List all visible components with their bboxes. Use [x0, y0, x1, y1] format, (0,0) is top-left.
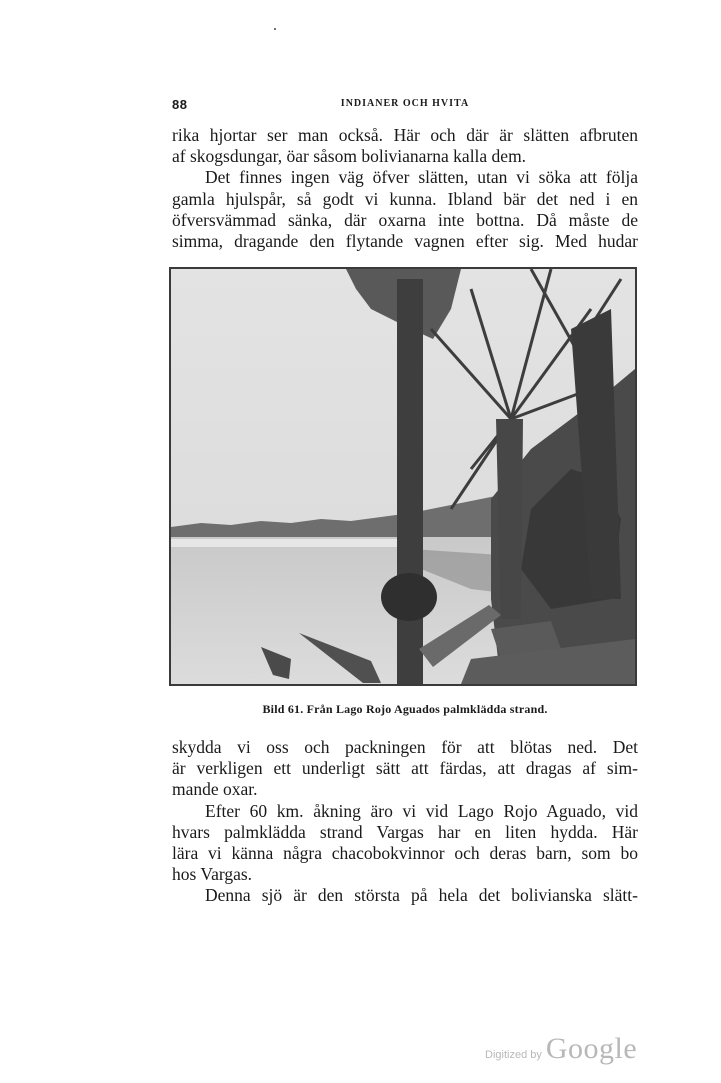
- text-line: af skogsdungar, öar såsom bolivianarna kalla dem.: [172, 146, 527, 167]
- page-number: 88: [172, 97, 188, 112]
- text-line: hos Vargas.: [172, 864, 253, 885]
- scan-speck: [274, 28, 276, 30]
- text-line: Efter 60 km. åkning äro vi vid Lago Rojo Aguado, vid: [205, 800, 638, 821]
- text-line: simma, dragande den flytande vagnen efter sig. Med hudar: [172, 230, 638, 251]
- text-line: lära vi känna några chacobokvinnor och deras barn, som bo: [172, 842, 638, 863]
- running-title: INDIANER OCH HVITA: [340, 98, 470, 109]
- text-line: hvars palmklädda strand Vargas har en liten hydda. Här: [172, 821, 638, 842]
- text-after-figure: [172, 737, 638, 907]
- text-line: rika hjortar ser man också. Här och där är slätten afbruten: [172, 125, 638, 145]
- text-line: Denna sjö är den största på hela det bolivianska slätt-: [205, 885, 638, 906]
- text-line: Det finnes ingen väg öfver slätten, utan vi söka att följa: [205, 167, 638, 188]
- text-line: skydda vi oss och packningen för att blötas ned. Det: [172, 737, 638, 757]
- text-before-figure: [172, 125, 638, 252]
- text-line: öfversvämmad sänka, där oxarna inte bottna. Då måste de: [172, 209, 638, 230]
- text-line: gamla hjulspår, så godt vi kunna. Ibland bär det ned i en: [172, 188, 638, 209]
- google-logo: Google: [545, 1032, 638, 1065]
- photo-figure: [169, 267, 637, 686]
- figure-caption: Bild 61. Från Lago Rojo Aguados palmklädda strand.: [262, 702, 548, 716]
- watermark-prefix: Digitized by: [485, 1049, 542, 1061]
- digitized-by-google-watermark: [485, 1032, 637, 1066]
- text-line: är verkligen ett underligt sätt att färdas, att dragas af sim-: [172, 758, 638, 779]
- lake-palm-photo: [171, 269, 635, 684]
- running-head: [172, 97, 638, 113]
- text-line: mande oxar.: [172, 779, 258, 800]
